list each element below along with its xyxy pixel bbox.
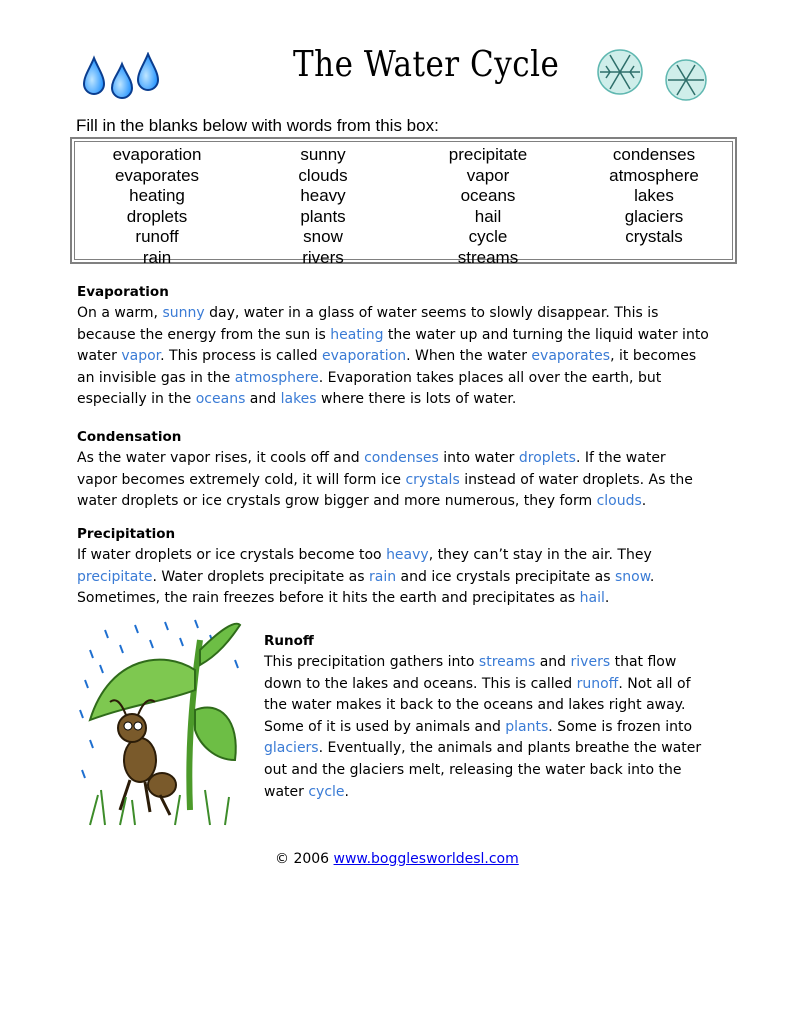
word-item: rain [142,247,172,267]
word-item: evaporation [112,145,202,164]
website-link[interactable]: www.bogglesworldesl.com [333,851,519,867]
answer-word: heating [330,326,384,343]
copyright-text: © 2006 [275,851,334,867]
section-evaporation [77,282,737,411]
answer-word: vapor [121,348,161,365]
snowflake-icon [586,40,714,110]
word-item: glaciers [624,206,684,226]
section-body: This precipitation gathers into streams and rivers that flow down to the lakes and oceans. This is called runoff. Not all of the water makes it back to the oceans and lakes right away. Some of it is used by animals and plants. Some is frozen into glaciers. Eventually, the animals and plants breathe the water out and the glaciers melt, releasing the water back into the water cycle. [264,654,702,800]
word-box [70,137,737,267]
word-item: atmosphere [609,165,699,185]
word-item: cycle [468,227,508,247]
word-item: plants [300,206,346,226]
section-body: As the water vapor rises, it cools off and condenses into water droplets. If the water vapor becomes extremely cold, it will form ice crystals instead of water droplets. As the water droplets or ice crystals grow bigger and more numerous, they form clouds. [77,450,693,510]
word-item: sunny [300,145,346,164]
answer-word: lakes [280,391,317,408]
answer-word: rain [369,568,397,585]
word-item: precipitate [448,145,528,164]
answer-word: droplets [518,450,576,466]
section-heading: Precipitation [77,526,176,542]
water-drop-icon [82,52,162,102]
answer-word: condenses [364,450,439,466]
word-item: vapor [466,165,510,185]
word-column-2 [241,145,405,269]
answer-word: precipitate [77,568,153,585]
word-column-1 [75,145,239,269]
section-heading: Condensation [77,429,182,445]
section-body: If water droplets or ice crystals become too heavy, they can’t stay in the air. They precipitate. Water droplets precipitate as rain and ice crystals precipitate as snow. Sometimes, the rain freezes before it hits the earth and precipitates as hail. [77,547,655,607]
word-box-inner-border [74,141,733,267]
answer-word: sunny [162,305,205,321]
word-item: droplets [126,206,188,226]
answer-word: cycle [308,783,345,800]
answer-word: runoff [576,675,619,692]
word-item: heating [129,186,185,206]
word-item: snow [303,227,343,247]
section-runoff [264,631,734,803]
word-item: lakes [634,186,674,206]
answer-word: oceans [195,391,246,408]
page-title: The Water Cycle [293,44,560,86]
answer-word: rivers [570,654,611,670]
answer-word: plants [505,718,549,735]
word-item: crystals [625,227,683,247]
page-footer [275,851,519,867]
section-condensation [77,427,737,513]
section-precipitation [77,524,737,610]
answer-word: clouds [596,493,642,510]
word-column-4 [572,145,736,248]
word-column-3 [406,145,570,269]
page-header [0,0,791,120]
word-item: clouds [298,165,348,185]
section-body: On a warm, sunny day, water in a glass of water seems to slowly disappear. This is because the energy from the sun is heating the water up and turning the liquid water into water vapor. This process is called evaporation. When the water evaporates, it becomes an invisible gas in the atmosphere. Evaporation takes places all over the earth, but especially in the oceans and lakes where there is lots of water. [77,305,709,408]
answer-word: evaporation [322,348,407,365]
word-item: oceans [460,186,516,206]
answer-word: hail [579,590,605,607]
section-heading: Runoff [264,633,314,649]
word-item: runoff [135,227,179,247]
word-item: hail [474,206,502,226]
word-item: heavy [300,186,346,206]
answer-word: crystals [405,471,460,488]
ant-under-leaf-icon [70,610,250,830]
answer-word: atmosphere [234,369,319,386]
word-item: condenses [612,145,696,164]
answer-word: glaciers [264,740,319,757]
answer-word: heavy [386,547,429,563]
answer-word: streams [478,654,536,670]
word-item: streams [457,247,519,267]
answer-word: evaporates [531,348,611,365]
word-item: rivers [302,247,344,267]
word-item: evaporates [114,165,200,185]
section-heading: Evaporation [77,284,169,300]
answer-word: snow [615,568,650,585]
instructions: Fill in the blanks below with words from this box: [76,116,439,135]
